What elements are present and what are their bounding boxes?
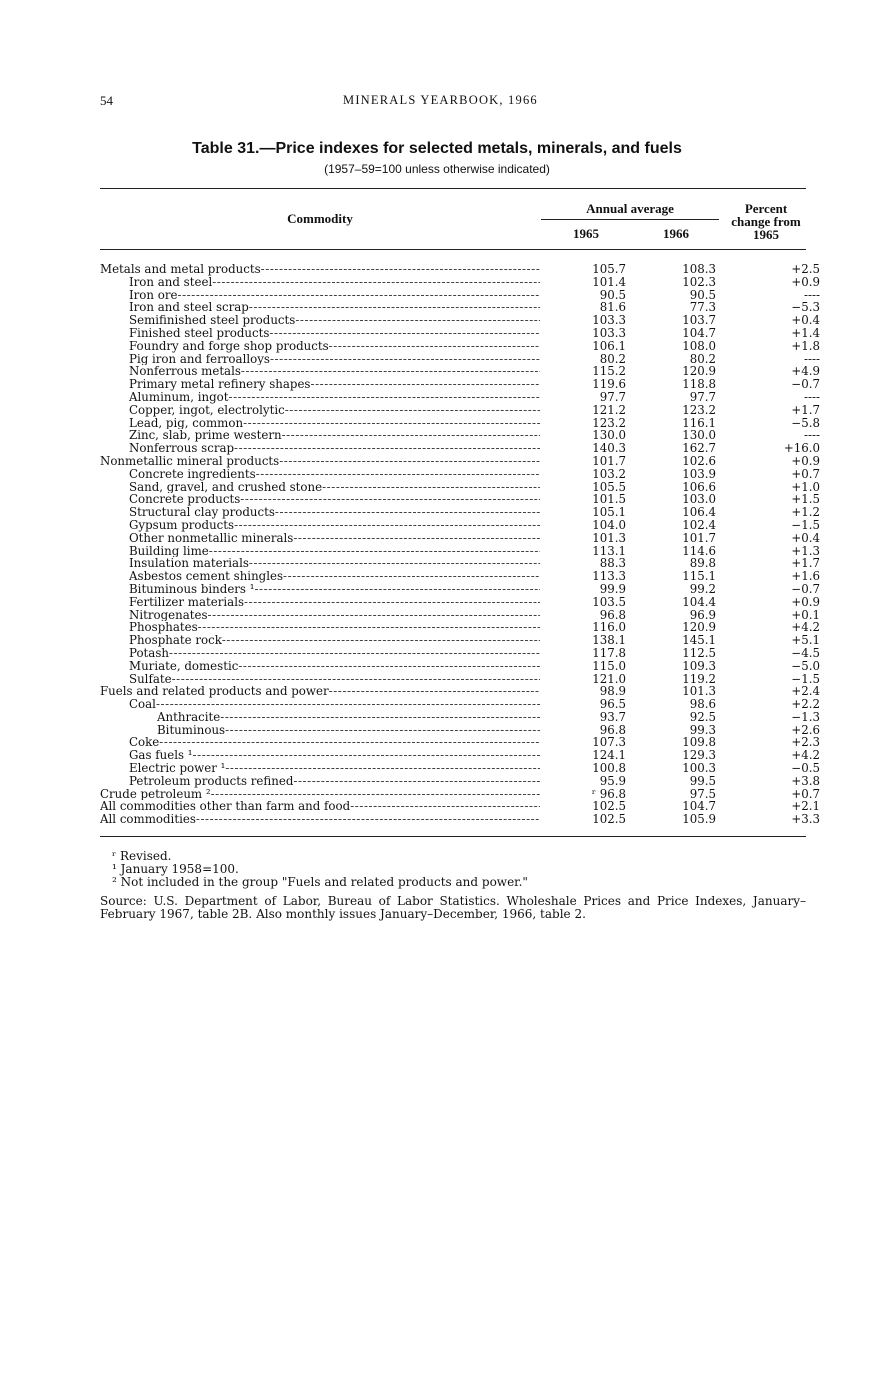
row-label: Iron and steel scrap ----- [129,301,540,314]
table-row [100,519,820,532]
value-1966: 90.5 [689,287,716,302]
col-1965: 1965 [573,226,599,241]
percent-change: +0.4 [791,313,820,328]
percent-change: ---- [804,351,820,366]
percent-change: −4.5 [791,645,820,660]
row-label: Iron and steel ----- [129,276,540,289]
row-label: Anthracite ----- [157,711,540,724]
value-1966: 89.8 [689,556,716,571]
percent-change: +2.2 [791,697,820,712]
table-row [100,813,820,826]
row-label: Fertilizer materials ----- [129,596,540,609]
percent-change: +5.1 [791,633,820,648]
table-row [100,570,820,583]
table-row [100,391,820,404]
table-row [100,775,820,788]
value-1965: 107.3 [592,735,626,750]
footnote-1: ¹ January 1958=100. [112,862,239,876]
col-percent-line3: 1965 [753,227,779,242]
value-1965: 101.4 [592,274,626,289]
value-1966: 120.9 [682,620,716,635]
row-label: Nitrogenates ----- [129,609,540,622]
percent-change: +1.8 [791,338,820,353]
percent-change: +3.3 [791,812,820,827]
percent-change: +1.2 [791,505,820,520]
row-label: Nonmetallic mineral products ----- [100,455,540,468]
percent-change: +16.0 [783,441,820,456]
value-1966: 97.5 [689,786,716,801]
value-1965: 124.1 [592,748,626,763]
value-1966: 101.3 [682,684,716,699]
table-body [100,263,820,826]
row-label: Bituminous ----- [157,724,540,737]
footnote-2: ² Not included in the group "Fuels and related products and power." [112,875,528,889]
footnotes [100,850,806,921]
table-title: Table 31.—Price indexes for selected metals, minerals, and fuels [192,140,682,157]
value-1965: 119.6 [592,377,626,392]
percent-change: +1.5 [791,492,820,507]
value-1965: 81.6 [599,300,626,315]
table-row [100,711,820,724]
value-1966: 101.7 [682,530,716,545]
value-1966: 104.7 [682,325,716,340]
value-1966: 119.2 [682,671,716,686]
row-label: Other nonmetallic minerals ----- [129,532,540,545]
value-1965: 93.7 [599,709,626,724]
annual-average-rule [541,219,719,220]
table-row [100,596,820,609]
value-1965: 123.2 [592,415,626,430]
value-1965: 105.5 [592,479,626,494]
row-label: Potash ----- [129,647,540,660]
percent-change: +0.9 [791,594,820,609]
value-1966: 92.5 [689,709,716,724]
row-label: Metals and metal products ----- [100,263,540,276]
value-1965: 105.7 [592,262,626,276]
col-1966: 1966 [663,226,689,241]
row-label: Sand, gravel, and crushed stone ----- [129,481,540,494]
row-label: Concrete products ----- [129,493,540,506]
value-1965: 103.5 [592,594,626,609]
value-1965: 80.2 [599,351,626,366]
percent-change: +0.7 [791,466,820,481]
percent-change: −0.5 [791,761,820,776]
row-label: Insulation materials ----- [129,557,540,570]
row-label: Copper, ingot, electrolytic ----- [129,404,540,417]
row-label: Aluminum, ingot ----- [129,391,540,404]
value-1966: 103.7 [682,313,716,328]
value-1966: 100.3 [682,761,716,776]
percent-change: +1.3 [791,543,820,558]
value-1965: 103.3 [592,313,626,328]
row-label: All commodities other than farm and food ----- [100,800,540,813]
percent-change: −1.5 [791,517,820,532]
value-1966: 114.6 [682,543,716,558]
percent-change: +0.9 [791,274,820,289]
table-row [100,762,820,775]
value-1966: 99.3 [689,722,716,737]
value-1966: 109.3 [682,658,716,673]
table-row [100,532,820,545]
value-1965: 100.8 [592,761,626,776]
percent-change: +4.2 [791,620,820,635]
row-label: Coal ----- [129,698,540,711]
percent-change: +0.4 [791,530,820,545]
percent-change: +4.9 [791,364,820,379]
percent-change: −5.0 [791,658,820,673]
percent-change: +2.3 [791,735,820,750]
value-1965: 96.8 [599,607,626,622]
row-label: Phosphates ----- [129,621,540,634]
value-1965: 140.3 [592,441,626,456]
table-row [100,660,820,673]
value-1966: 162.7 [682,441,716,456]
value-1965: 99.9 [599,581,626,596]
table-row [100,327,820,340]
row-label: All commodities ----- [100,813,540,826]
value-1966: 77.3 [689,300,716,315]
table-row [100,276,820,289]
percent-change: +2.6 [791,722,820,737]
table-row [100,455,820,468]
value-1965: 103.3 [592,325,626,340]
percent-change: −0.7 [791,377,820,392]
value-1966: 102.3 [682,274,716,289]
percent-change: ---- [804,389,820,404]
row-label: Electric power ¹ ----- [129,762,540,775]
value-1966: 118.8 [682,377,716,392]
percent-change: ---- [804,428,820,443]
table-row [100,698,820,711]
value-1966: 103.0 [682,492,716,507]
row-label: Coke ----- [129,736,540,749]
value-1965: 96.5 [599,697,626,712]
value-1965: 115.0 [592,658,626,673]
row-label: Pig iron and ferroalloys ----- [129,353,540,366]
table-row [100,263,820,276]
col-percent-line2: change from [731,214,801,229]
percent-change: +1.6 [791,569,820,584]
col-annual-average: Annual average [586,201,674,216]
percent-change: +3.8 [791,773,820,788]
percent-change: +2.1 [791,799,820,814]
value-1965: 101.7 [592,453,626,468]
percent-change: +0.7 [791,786,820,801]
value-1965: 105.1 [592,505,626,520]
value-1966: 120.9 [682,364,716,379]
header-bottom-rule [100,249,806,250]
percent-change: −1.5 [791,671,820,686]
col-percent-line1: Percent [744,201,788,216]
table-row [100,340,820,353]
value-1965: 117.8 [592,645,626,660]
value-1966: 145.1 [682,633,716,648]
value-1966: 123.2 [682,402,716,417]
value-1966: 102.6 [682,453,716,468]
value-1966: 99.5 [689,773,716,788]
value-1965: 121.2 [592,402,626,417]
value-1966: 99.2 [689,581,716,596]
row-label: Gypsum products ----- [129,519,540,532]
row-label: Asbestos cement shingles ----- [129,570,540,583]
page-number: 54 [100,93,113,108]
value-1965: 130.0 [592,428,626,443]
value-1965: 103.2 [592,466,626,481]
value-1966: 106.4 [682,505,716,520]
percent-change: +2.5 [791,262,820,276]
value-1966: 108.0 [682,338,716,353]
table-row [100,583,820,596]
row-label: Iron ore ----- [129,289,540,302]
value-1966: 104.7 [682,799,716,814]
footnote-revised: ʳ Revised. [112,849,172,863]
table-row [100,647,820,660]
value-1966: 80.2 [689,351,716,366]
row-label: Nonferrous scrap ----- [129,442,540,455]
value-1965: 97.7 [599,389,626,404]
value-1965: 106.1 [592,338,626,353]
row-label: Petroleum products refined ----- [129,775,540,788]
source-note: Source: U.S. Department of Labor, Bureau of Labor Statistics. Wholeshale Prices and Price Indexes, January–February 1967, table 2B. Also monthly issues January–December, 1966, table 2. [100,894,806,921]
table-row [100,404,820,417]
row-label: Gas fuels ¹ ----- [129,749,540,762]
value-1965: 101.3 [592,530,626,545]
value-1965: 113.1 [592,543,626,558]
value-1966: 112.5 [682,645,716,660]
value-1965: 113.3 [592,569,626,584]
value-1965: 138.1 [592,633,626,648]
row-label: Fuels and related products and power ----- [100,685,540,698]
percent-change: +1.0 [791,479,820,494]
value-1965: 121.0 [592,671,626,686]
percent-change: +2.4 [791,684,820,699]
percent-change: −1.3 [791,709,820,724]
row-label: Finished steel products ----- [129,327,540,340]
table-row [100,634,820,647]
value-1965: 95.9 [599,773,626,788]
value-1966: 130.0 [682,428,716,443]
row-label: Nonferrous metals ----- [129,365,540,378]
row-label: Zinc, slab, prime western ----- [129,429,540,442]
col-commodity: Commodity [287,211,353,226]
percent-change: −5.3 [791,300,820,315]
value-1966: 109.8 [682,735,716,750]
row-label: Phosphate rock ----- [129,634,540,647]
percent-change: +1.7 [791,402,820,417]
row-label: Lead, pig, common ----- [129,417,540,430]
value-1966: 106.6 [682,479,716,494]
value-1965: 102.5 [592,812,626,827]
value-1966: 116.1 [682,415,716,430]
value-1965: 88.3 [599,556,626,571]
row-label: Muriate, domestic ----- [129,660,540,673]
row-label: Building lime ----- [129,545,540,558]
value-1966: 103.9 [682,466,716,481]
value-1966: 98.6 [689,697,716,712]
value-1965: 104.0 [592,517,626,532]
percent-change: +1.4 [791,325,820,340]
row-label: Sulfate ----- [129,673,540,686]
row-label: Bituminous binders ¹ ----- [129,583,540,596]
table-bottom-rule [100,836,806,837]
value-1966: 97.7 [689,389,716,404]
value-1966: 115.1 [682,569,716,584]
value-1965: 96.8 [599,722,626,737]
value-1966: 102.4 [682,517,716,532]
value-1966: 96.9 [689,607,716,622]
percent-change: +1.7 [791,556,820,571]
row-label: Primary metal refinery shapes ----- [129,378,540,391]
value-1965: 115.2 [592,364,626,379]
table-subtitle: (1957–59=100 unless otherwise indicated) [324,162,550,176]
row-label: Foundry and forge shop products ----- [129,340,540,353]
row-label: Semifinished steel products ----- [129,314,540,327]
row-label: Structural clay products ----- [129,506,540,519]
value-1966: 129.3 [682,748,716,763]
percent-change: +0.9 [791,453,820,468]
percent-change: +4.2 [791,748,820,763]
value-1965: 102.5 [592,799,626,814]
percent-change: −0.7 [791,581,820,596]
percent-change: ---- [804,287,820,302]
value-1965: 98.9 [599,684,626,699]
value-1966: 108.3 [682,262,716,276]
percent-change: −5.8 [791,415,820,430]
value-1965: 116.0 [592,620,626,635]
value-1966: 105.9 [682,812,716,827]
running-title: MINERALS YEARBOOK, 1966 [343,93,538,107]
table-row [100,468,820,481]
value-1965: ʳ 96.8 [591,786,626,801]
value-1965: 90.5 [599,287,626,302]
value-1966: 104.4 [682,594,716,609]
table-top-rule [100,188,806,189]
row-label: Crude petroleum ² ----- [100,788,540,801]
row-label: Concrete ingredients ----- [129,468,540,481]
value-1965: 101.5 [592,492,626,507]
percent-change: +0.1 [791,607,820,622]
